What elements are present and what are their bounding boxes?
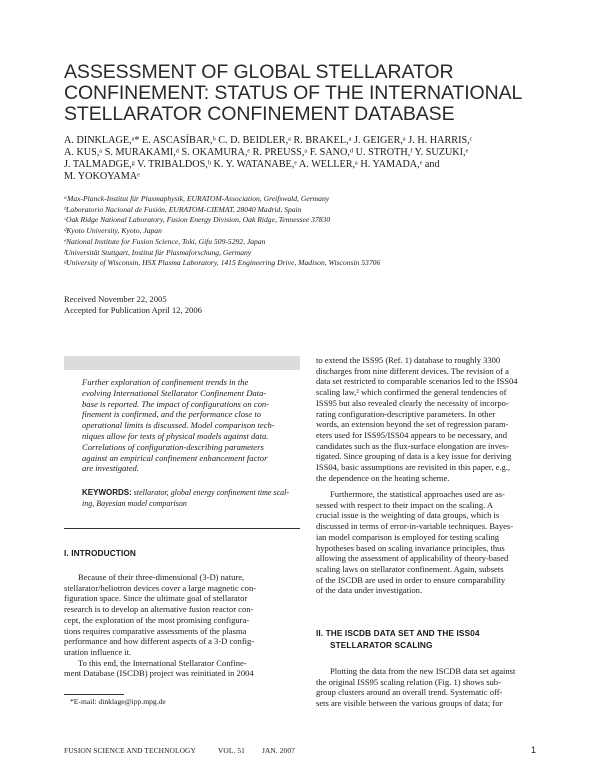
body-line: rating configuration-descriptive parameters. In other — [316, 408, 496, 419]
body-line: ISS04, basic assumptions are revisited in this paper, e.g., — [316, 462, 511, 473]
body-line: eters used for ISS95/ISS04 appears to be necessary, and — [316, 429, 507, 440]
keywords-label: KEYWORDS: — [82, 488, 132, 497]
body-line: Furthermore, the statistical approaches used are as- — [330, 489, 505, 499]
affiliation: ᵍUniversity of Wisconsin, HSX Plasma Laboratory, 1415 Engineering Drive, Madison, Wisconsin 53706 — [64, 258, 381, 268]
abstract-line: finement is confirmed, and the performance close to — [82, 409, 262, 420]
abstract-line: are investigated. — [82, 463, 139, 474]
affiliation: ᵃMax-Planck-Institut für Plasmaphysik, EURATOM-Association, Greifswald, Germany — [64, 194, 330, 203]
right-column-paragraph-2 — [316, 489, 538, 596]
affiliation: ᵉNational Institute for Fusion Science, Toki, Gifu 509-5292, Japan — [64, 236, 266, 246]
body-line: the original ISS95 scaling relation (Fig. 1) shows sub- — [316, 676, 501, 687]
heading-line: II. THE ISCDB DATA SET AND THE ISS04 — [316, 628, 480, 638]
section-divider — [64, 528, 300, 529]
body-line: tions requires comparative assessments of the plasma — [64, 625, 247, 636]
keywords-text: ing, Bayesian model comparison — [82, 498, 187, 508]
body-line: the dependence on the heating scheme. — [316, 472, 450, 483]
body-line: To this end, the International Stellarator Confine- — [78, 657, 247, 668]
body-line: cept, the exploration of the most promising configura- — [64, 614, 250, 625]
publication-dates — [64, 294, 202, 316]
abstract — [82, 377, 298, 474]
affiliation: ᶜOak Ridge National Laboratory, Fusion Energy Division, Oak Ridge, Tennessee 37830 — [64, 215, 331, 225]
footer-journal: FUSION SCIENCE AND TECHNOLOGY — [64, 746, 196, 755]
body-line: of the data under investigation. — [316, 585, 423, 596]
section-heading-iscdb — [316, 628, 480, 650]
body-line: sessed with respect to their impact on the scaling. A — [316, 499, 494, 510]
affiliation: ᵇLaboratorio Nacional de Fusión, EURATOM-CIEMAT, 28040 Madrid, Spain — [64, 204, 302, 214]
abstract-line: base is reported. The impact of configurations on con- — [82, 398, 270, 409]
abstract-line: Correlations of configuration-describing parameters — [82, 441, 264, 452]
body-line: hypotheses based on scaling invariance principles, thus — [316, 542, 505, 553]
author-list — [64, 135, 544, 183]
page-number: 1 — [530, 745, 536, 755]
body-line: ISS95 but also revealed clearly the necessity of incorpo- — [316, 397, 509, 408]
body-line: data set restricted to comparable scenarios led to the ISS04 — [316, 376, 518, 387]
body-line: uration influence it. — [64, 646, 132, 657]
footer-volume: VOL. 51 — [218, 746, 245, 755]
body-line: scaling law,² which confirmed the general tendencies of — [316, 387, 507, 398]
footnote-rule — [64, 694, 124, 695]
body-line: sets are visible between the various groups of data; for — [316, 698, 503, 709]
author-line: M. YOKOYAMAᵉ — [64, 171, 140, 182]
affiliation-list — [64, 194, 544, 269]
body-line: group clusters around an overall trend. Systematic off- — [316, 687, 503, 698]
body-line: of the ISCDB are used in order to ensure comparability — [316, 574, 506, 585]
body-line: ian model comparison is employed for testing scaling — [316, 531, 500, 542]
author-line: J. TALMADGE,ᵍ V. TRIBALDOS,ᵇ K. Y. WATANABE,ᵉ A. WELLER,ᵃ H. YAMADA,ᵉ and — [64, 159, 440, 170]
body-line: figuration space. Since the ultimate goal of stellarator — [64, 593, 248, 604]
author-line: A. KUS,ᵃ S. MURAKAMI,ᵈ S. OKAMURA,ᵉ R. PREUSS,ᵃ F. SANO,ᵈ U. STROTH,ᶠ Y. SUZUKI,ᵉ — [64, 147, 469, 158]
affiliation: ᶠUniversität Stuttgart, Institut für Plasmaforschung, Germany — [64, 247, 252, 257]
accepted-date: Accepted for Publication April 12, 2006 — [64, 305, 202, 315]
abstract-line: niques allow for tests of physical models against data. — [82, 430, 269, 441]
iscdb-body — [316, 666, 538, 709]
author-line: A. DINKLAGE,ᵃ* E. ASCASÍBAR,ᵇ C. D. BEIDLER,ᵃ R. BRAKEL,ᵃ J. GEIGER,ᵃ J. H. HARRIS,ᶜ — [64, 135, 473, 146]
footnote-email: *E-mail: dinklage@ipp.mpg.de — [70, 697, 166, 706]
body-line: discussed in terms of error-in-variable techniques. Bayes- — [316, 521, 514, 532]
body-line: ment Database (ISCDB) project was reinitiated in 2004 — [64, 668, 254, 679]
section-heading-introduction: I. INTRODUCTION — [64, 548, 137, 558]
body-line: performance and how different aspects of a 3-D config- — [64, 636, 255, 647]
body-line: scaling laws on stellarator confinement. Again, subsets — [316, 563, 504, 574]
abstract-divider-bar — [64, 356, 300, 370]
title-line: CONFINEMENT: STATUS OF THE INTERNATIONAL — [64, 82, 523, 104]
heading-line: STELLARATOR SCALING — [330, 640, 433, 650]
abstract-line: Further exploration of confinement trends in the — [82, 377, 249, 387]
title-line: ASSESSMENT OF GLOBAL STELLARATOR — [64, 61, 454, 83]
body-line: discharges from nine different devices. The revision of a — [316, 365, 509, 376]
footer-date: JAN. 2007 — [262, 746, 295, 755]
paper-title — [64, 62, 544, 125]
right-column-paragraph-1 — [316, 355, 538, 483]
introduction-body — [64, 572, 300, 679]
body-line: allowing the assessment of applicability of theory-based — [316, 553, 509, 564]
body-line: Plotting the data from the new ISCDB data set against — [330, 666, 516, 676]
abstract-line: evolving International Stellarator Confinement Data- — [82, 387, 267, 398]
affiliation: ᵈKyoto University, Kyoto, Japan — [64, 226, 162, 236]
body-line: tigated. Since grouping of data is a key issue for deriving — [316, 451, 512, 462]
body-line: crucial issue is the weighting of data groups, which is — [316, 510, 500, 521]
received-date: Received November 22, 2005 — [64, 294, 167, 304]
body-line: stellarator/heliotron devices cover a large magnetic con- — [64, 582, 257, 593]
body-line: Because of their three-dimensional (3-D) nature, — [78, 572, 245, 582]
body-line: words, an extension beyond the set of regression param- — [316, 419, 509, 430]
abstract-line: operational limits is discussed. Model comparison tech- — [82, 420, 275, 431]
abstract-line: against an empirical confinement enhancement factor — [82, 452, 268, 463]
body-line: to extend the ISS95 (Ref. 1) database to roughly 3300 — [316, 355, 501, 365]
title-line: STELLARATOR CONFINEMENT DATABASE — [64, 103, 455, 125]
body-line: candidates such as the flux-surface elongation are inves- — [316, 440, 509, 451]
keywords-text: stellarator, global energy confinement time scal- — [133, 488, 290, 497]
body-line: research is to develop an alternative fusion reactor con- — [64, 604, 254, 615]
keywords — [82, 488, 300, 509]
